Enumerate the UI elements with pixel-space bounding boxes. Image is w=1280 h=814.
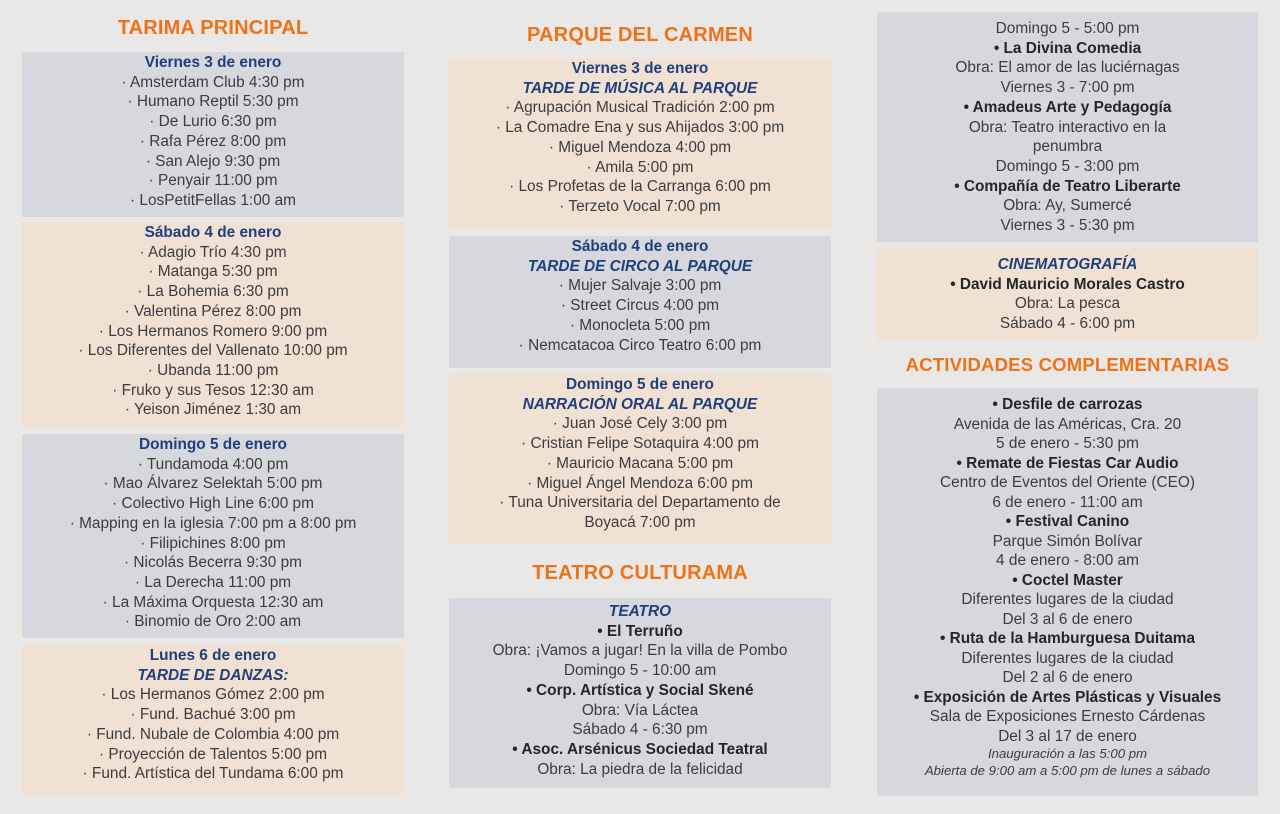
play-title: Obra: Teatro interactivo en la [968,118,1167,136]
list-item: · Rafa Pérez 8:00 pm [139,132,287,150]
day-box-tarima-lunes [22,645,404,795]
activity-name: • Remate de Fiestas Car Audio [956,454,1179,472]
subheading: TARDE DE MÚSICA AL PARQUE [522,79,758,97]
day-box-parque-viernes [449,58,831,230]
day-heading: Domingo 5 de enero [566,376,714,393]
list-item: · Los Profetas de la Carranga 6:00 pm [509,178,771,196]
list-item: · Nemcatacoa Circo Teatro 6:00 pm [518,336,762,354]
activity-name: • Desfile de carrozas [992,396,1143,413]
list-item: · Ubanda 11:00 pm [147,361,279,379]
show-time: Viernes 3 - 7:00 pm [1000,79,1135,97]
activity-date: 5 de enero - 5:30 pm [996,435,1139,452]
play-title: Obra: Ay, Sumercé [1003,197,1132,215]
list-item: · Amsterdam Club 4:30 pm [121,73,305,91]
list-item: · Mapping en la iglesia 7:00 pm a 8:00 pm [69,514,357,532]
list-item: · Street Circus 4:00 pm [560,297,720,315]
section-title-actividades: ACTIVIDADES COMPLEMENTARIAS [905,354,1230,375]
list-item: · De Lurio 6:30 pm [149,113,277,131]
day-heading: Sábado 4 de enero [144,224,282,241]
activity-name: • Coctel Master [1012,571,1123,589]
list-item: · Cristian Felipe Sotaquira 4:00 pm [521,435,759,453]
list-item: · Yeison Jiménez 1:30 am [124,401,302,419]
section-title-teatro-culturama: TEATRO CULTURAMA [532,562,748,584]
activity-date: Del 3 al 17 de enero [998,727,1137,745]
play-title: Obra: Vía Láctea [581,701,699,719]
activity-place: Parque Simón Bolívar [992,532,1143,550]
activity-name: • Ruta de la Hamburguesa Duitama [939,630,1196,647]
cinematografia-heading: CINEMATOGRAFÍA [997,256,1138,273]
list-item: · Fruko y sus Tesos 12:30 am [112,381,314,399]
day-box-parque-sabado [449,236,831,368]
list-item: · Matanga 5:30 pm [148,263,278,281]
list-item: · Adagio Trío 4:30 pm [139,243,287,261]
troupe-name: • El Terruño [597,622,683,640]
list-item: · Miguel Mendoza 4:00 pm [548,138,732,156]
show-time: Domingo 5 - 5:00 pm [995,20,1140,37]
show-time: Sábado 4 - 6:00 pm [999,315,1136,333]
activity-date: Del 2 al 6 de enero [1002,669,1133,686]
day-heading: Domingo 5 de enero [139,436,287,453]
list-item: · Tuna Universitaria del Departamento de [499,494,781,512]
list-item: · Mauricio Macana 5:00 pm [546,454,734,472]
list-item: · San Alejo 9:30 pm [145,152,281,170]
day-heading: Lunes 6 de enero [149,647,277,664]
list-item: · Tundamoda 4:00 pm [137,455,289,473]
list-item: · Fund. Nubale de Colombia 4:00 pm [86,725,340,743]
activity-place: Diferentes lugares de la ciudad [961,591,1174,608]
play-title: Obra: La piedra de la felicidad [537,760,743,778]
list-item: · Los Hermanos Gómez 2:00 pm [101,686,325,704]
troupe-name: • Amadeus Arte y Pedagogía [963,98,1172,116]
activity-place: Sala de Exposiciones Ernesto Cárdenas [929,708,1206,725]
list-item: · Terzeto Vocal 7:00 pm [559,197,721,215]
subheading: TARDE DE DANZAS: [137,666,289,684]
filmmaker-name: • David Mauricio Morales Castro [950,275,1185,293]
list-item: · Valentina Pérez 8:00 pm [124,302,302,320]
list-item: · Fund. Artística del Tundama 6:00 pm [82,765,344,783]
activity-place: Diferentes lugares de la ciudad [961,649,1174,667]
show-time: Sábado 4 - 6:30 pm [572,721,708,739]
day-box-tarima-sabado [22,222,404,427]
troupe-name: • Corp. Artística y Social Skené [526,681,754,699]
subheading: TARDE DE CIRCO AL PARQUE [527,257,753,275]
list-item: · Mujer Salvaje 3:00 pm [558,277,722,295]
troupe-name: • La Divina Comedia [993,39,1142,57]
troupe-name: • Asoc. Arsénicus Sociedad Teatral [512,740,768,758]
list-item: · Penyair 11:00 pm [148,172,278,190]
list-item: · Humano Reptil 5:30 pm [127,93,299,111]
list-item: · La Máxima Orquesta 12:30 am [102,593,324,611]
activity-name: • Exposición de Artes Plásticas y Visuales [913,688,1222,706]
teatro-box [449,598,831,788]
activity-place: Avenida de las Américas, Cra. 20 [953,415,1182,433]
activity-place: Centro de Eventos del Oriente (CEO) [940,474,1195,491]
activity-date: 4 de enero - 8:00 am [996,552,1139,569]
teatro-continued-box [877,12,1258,242]
day-heading: Sábado 4 de enero [571,238,709,255]
subheading: NARRACIÓN ORAL AL PARQUE [522,395,758,413]
list-item: · Agrupación Musical Tradición 2:00 pm [505,99,775,117]
activity-date: Del 3 al 6 de enero [1002,610,1133,628]
list-item: · Fund. Bachué 3:00 pm [130,706,296,724]
list-item: · Colectivo High Line 6:00 pm [112,495,314,513]
day-box-tarima-domingo [22,434,404,638]
activity-note: Inauguración a las 5:00 pm [987,746,1148,761]
section-title-parque: PARQUE DEL CARMEN [526,24,753,46]
list-item: · La Comadre Ena y sus Ahijados 3:00 pm [495,119,785,137]
list-item: · La Derecha 11:00 pm [134,573,292,591]
actividades-box [877,388,1258,796]
section-title-tarima: TARIMA PRINCIPAL [117,17,309,39]
list-item: · Juan José Cely 3:00 pm [552,415,728,433]
play-title: Obra: ¡Vamos a jugar! En la villa de Pombo [492,642,788,660]
day-heading: Viernes 3 de enero [144,54,282,71]
play-title-continued: penumbra [1032,138,1103,156]
list-item: · Binomio de Oro 2:00 am [124,613,302,631]
list-item: · Mao Álvarez Selektah 5:00 pm [103,475,323,493]
show-time: Viernes 3 - 5:30 pm [1000,217,1135,235]
show-time: Domingo 5 - 10:00 am [563,662,717,680]
teatro-heading: TEATRO [608,603,672,620]
list-item: · Filipichines 8:00 pm [140,534,286,552]
day-heading: Viernes 3 de enero [571,60,709,77]
list-item: · Proyección de Talentos 5:00 pm [98,745,328,763]
film-title: Obra: La pesca [1014,295,1121,313]
activity-date: 6 de enero - 11:00 am [992,493,1143,511]
activity-note: Abierta de 9:00 am a 5:00 pm de lunes a sábado [924,762,1211,778]
cinematografia-box [877,248,1258,340]
list-item: · Los Diferentes del Vallenato 10:00 pm [78,342,348,360]
list-item: Boyacá 7:00 pm [584,513,696,531]
troupe-name: • Compañía de Teatro Liberarte [954,177,1181,195]
list-item: · La Bohemia 6:30 pm [137,283,289,301]
list-item: · Monocleta 5:00 pm [569,316,711,334]
day-box-parque-domingo [449,374,831,544]
day-box-tarima-viernes [22,52,404,217]
play-title: Obra: El amor de las luciérnagas [955,59,1180,77]
list-item: · Amila 5:00 pm [586,158,694,176]
activity-name: • Festival Canino [1005,513,1130,530]
list-item: · Los Hermanos Romero 9:00 pm [98,322,328,340]
show-time: Domingo 5 - 3:00 pm [995,157,1140,175]
list-item: · Miguel Ángel Mendoza 6:00 pm [527,474,753,492]
list-item: · Nicolás Becerra 9:30 pm [124,554,302,572]
list-item: · LosPetitFellas 1:00 am [130,191,296,209]
